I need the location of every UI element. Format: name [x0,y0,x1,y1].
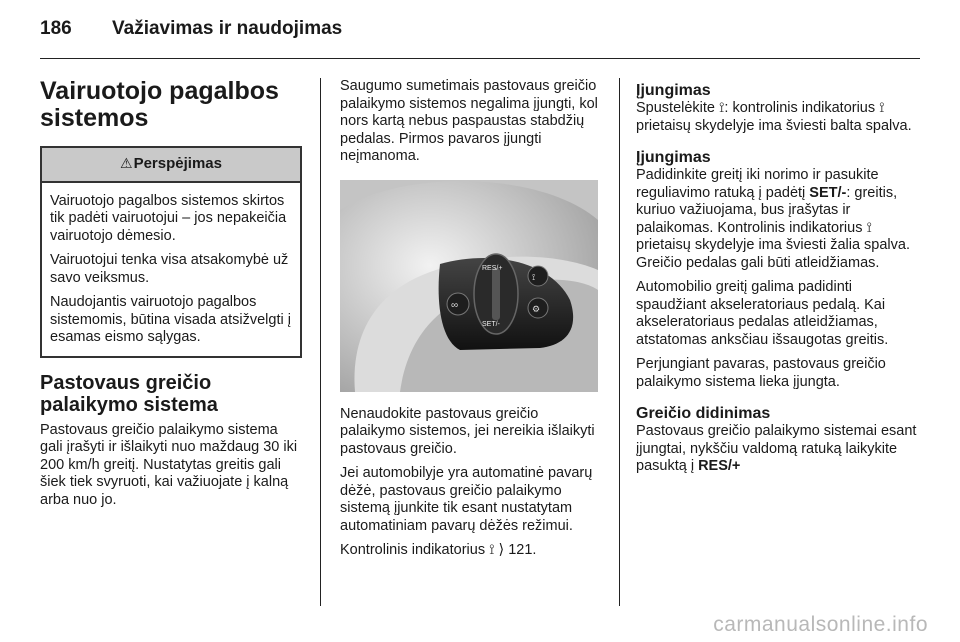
paragraph: Jei automobilyje yra automatinė pavarų dėžė, pastovaus greičio palaikymo sistemą įjunkite tik esant nustatytam automatiniam pavarų dėžės režimui. [340,465,593,534]
subsection-title: Pastovaus greičio palaikymo sistema [40,371,218,416]
subheading-activate: Įjungimas [636,149,711,166]
warning-body [42,183,300,356]
subheading-on: Įjungimas [636,82,711,99]
warning-title: ⚠Perspėjimas [42,148,300,183]
watermark: carmanualsonline.info [713,613,928,636]
warning-paragraph: Naudojantis vairuotojo pagalbos sistemomis, būtina visada atsižvelgti į esamas eismo sąlygas. [50,294,291,345]
paragraph: Padidinkite greitį iki norimo ir pasukite reguliavimo ratuką į padėtį SET/-: greitis, kuriuo važiuojama, bus įrašytas ir palaikomas. Kontrolinis indikatorius ⟟ prietaisų skydelyje ima šviesti žalia spalva. Greičio pedalas gali būti atleidžiamas. [636,167,910,271]
paragraph: Automobilio greitį galima padidinti spaudžiant akseleratoriaus pedalą. Kai akseleratoriaus pedalas atleidžiamas, atstatomas anksčiau išsaugotas greitis. [636,279,889,348]
section-title: Vairuotojo pagalbos sistemos [40,77,279,132]
res-plus-label: RES/+ [698,458,741,474]
paragraph: Spustelėkite ⟟: kontrolinis indikatorius ⟟ prietaisų skydelyje ima šviesti balta spalva. [636,100,912,134]
subheading-increase: Greičio didinimas [636,405,771,422]
column-3 [636,80,926,483]
column-divider-1 [320,78,321,606]
warning-paragraph: Vairuotojui tenka visa atsakomybė už savo veiksmus. [50,252,289,286]
chapter-title: Važiavimas ir naudojimas [112,18,343,39]
paragraph: Pastovaus greičio palaikymo sistemai esant įjungtai, nykščiu valdomą ratuką laikykite pasuktą į RES/+ [636,423,917,474]
header-rule [40,58,920,59]
paragraph: Pastovaus greičio palaikymo sistema gali įrašyti ir išlaikyti nuo maždaug 30 iki 200 km/h greitį. Nustatytas greitis gali šiek tiek svyruoti, kai važiuojate į kalną arba nuo jo. [40,421,298,508]
page-number: 186 [40,18,72,39]
warning-box [40,146,302,358]
set-label: SET/- [482,320,500,328]
steering-wheel-controls-image [340,180,598,392]
column-divider-2 [619,78,620,606]
res-label: RES/+ [482,264,503,272]
page-header [40,18,342,40]
column-2 [340,78,602,567]
paragraph: Kontrolinis indikatorius ⟟ ⟩ 121. [340,542,537,558]
column-1 [40,78,302,516]
cruise-off-icon: ∞ [451,299,459,311]
limiter-icon: ⚙ [532,303,541,314]
cruise-icon: ⟟ [532,271,536,282]
set-minus-label: SET/- [809,184,847,201]
warning-paragraph: Vairuotojo pagalbos sistemos skirtos tik padėti vairuotojui – jos nepakeičia vairuotojo dėmesio. [50,192,287,244]
paragraph: Nenaudokite pastovaus greičio palaikymo sistemos, jei nereikia išlaikyti pastovaus greičio. [340,405,595,457]
paragraph: Perjungiant pavaras, pastovaus greičio palaikymo sistema lieka įjungta. [636,356,886,390]
warning-triangle-icon: ⚠ [120,155,133,171]
paragraph: Saugumo sumetimais pastovaus greičio palaikymo sistemos negalima įjungti, kol nors kartą nebus paspaustas stabdžių pedalas. Pirmos pavaros įjungti neįmanoma. [340,78,598,164]
